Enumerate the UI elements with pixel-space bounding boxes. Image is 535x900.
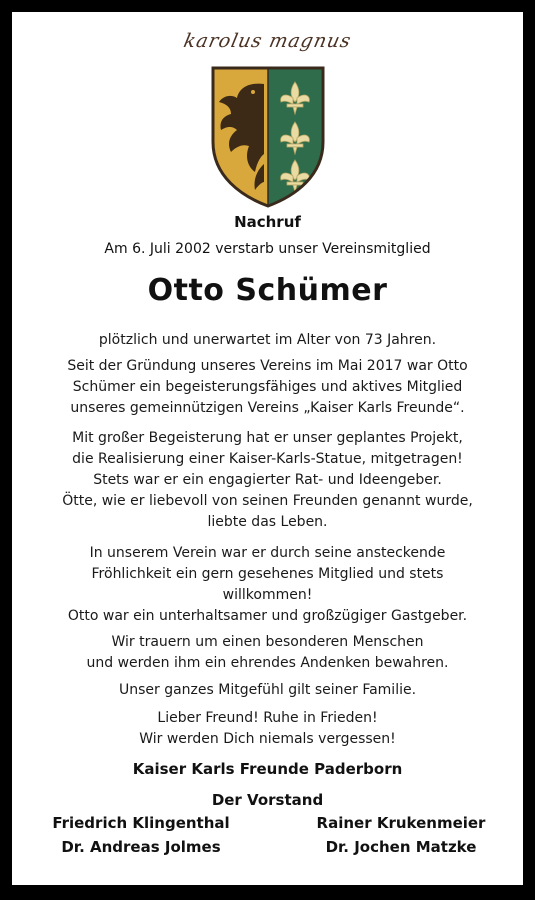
text-line: Unser ganzes Mitgefühl gilt seiner Familie.: [118, 682, 417, 698]
signatures-left: [36, 811, 246, 859]
text-line: plötzlich und unerwartet im Alter von 73 Jahren.: [98, 332, 437, 348]
text-line: Lieber Freund! Ruhe in Frieden!: [157, 710, 378, 726]
obituary-heading: Nachruf: [234, 213, 301, 231]
signature-name: Dr. Jochen Matzke: [325, 838, 477, 856]
paragraph-condolence: [12, 680, 523, 701]
announcement-line: Am 6. Juli 2002 verstarb unser Vereinsmitglied: [104, 241, 431, 257]
obituary-card: [12, 12, 523, 885]
paragraph-character: [12, 543, 523, 627]
text-line: Ötte, wie er liebevoll von seinen Freunden genannt wurde,: [62, 493, 473, 509]
paragraph-mourning: [12, 632, 523, 674]
text-line: und werden ihm ein ehrendes Andenken bewahren.: [86, 655, 449, 671]
signature-name: Rainer Krukenmeier: [316, 814, 486, 832]
text-line: Mit großer Begeisterung hat er unser geplantes Projekt,: [72, 430, 463, 446]
club-logo: [12, 30, 523, 210]
signature-name: Friedrich Klingenthal: [52, 814, 230, 832]
paragraph-project: [12, 428, 523, 533]
board-label: Der Vorstand: [211, 791, 324, 809]
text-line: In unserem Verein war er durch seine ansteckende: [89, 545, 446, 561]
text-line: Seit der Gründung unseres Vereins im Mai 2017 war Otto: [67, 358, 468, 374]
text-line: Fröhlichkeit ein gern gesehenes Mitglied und stets: [91, 566, 444, 582]
text-line: Wir trauern um einen besonderen Menschen: [111, 634, 424, 650]
deceased-name: Otto Schümer: [147, 273, 388, 308]
text-line: Wir werden Dich niemals vergessen!: [139, 731, 396, 747]
fleur-de-lis-icons: [281, 82, 310, 192]
paragraph-farewell: [12, 708, 523, 750]
paragraph-membership: [12, 356, 523, 419]
text-line: Schümer ein begeisterungsfähiges und aktives Mitglied: [72, 379, 463, 395]
signature-name: Dr. Andreas Jolmes: [61, 838, 221, 856]
text-line: Otto war ein unterhaltsamer und großzügiger Gastgeber.: [67, 608, 468, 624]
text-line: Stets war er ein engagierter Rat- und Ideengeber.: [93, 472, 442, 488]
club-name: Kaiser Karls Freunde Paderborn: [132, 760, 403, 778]
signatures-right: [296, 811, 506, 859]
logo-lettering: karolus magnus: [181, 30, 354, 52]
text-line: unseres gemeinnützigen Vereins „Kaiser Karls Freunde“.: [70, 400, 465, 416]
text-line: willkommen!: [222, 587, 313, 603]
text-line: die Realisierung einer Kaiser-Karls-Statue, mitgetragen!: [72, 451, 463, 467]
text-line: liebte das Leben.: [207, 514, 328, 530]
paragraph-age: [12, 330, 523, 351]
coat-of-arms-icon: [209, 64, 327, 210]
